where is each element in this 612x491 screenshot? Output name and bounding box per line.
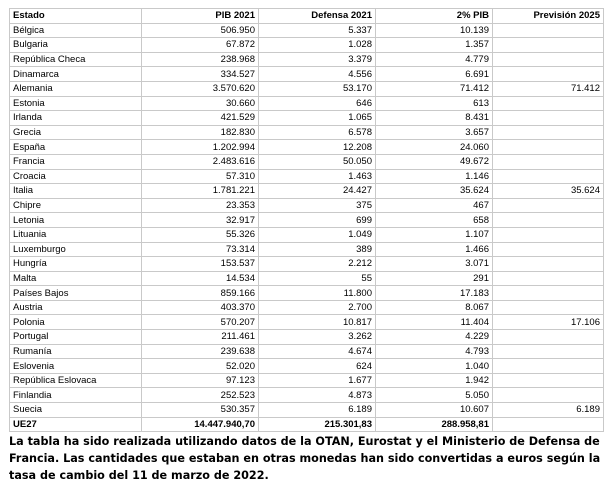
cell-estado: Suecia <box>10 403 142 418</box>
table-caption: La tabla ha sido realizada utilizando datos de la OTAN, Eurostat y el Ministerio de Defensa de Francia. Las cantidades que estaban en otras monedas han sido convertidas a euros según la tasa de cambio del 11 de marzo de 2022. <box>9 435 601 482</box>
cell-2-pib: 4.779 <box>376 52 493 67</box>
table-row <box>10 344 604 359</box>
cell-2-pib: 4.229 <box>376 330 493 345</box>
cell-2-pib: 658 <box>376 213 493 228</box>
cell-pib-2021: 506.950 <box>142 23 259 38</box>
cell-estado: Estonia <box>10 96 142 111</box>
cell-2-pib: 10.607 <box>376 403 493 418</box>
cell-prevision-2025 <box>493 96 604 111</box>
cell-2-pib: 291 <box>376 271 493 286</box>
table-row <box>10 315 604 330</box>
cell-defensa-2021: 6.189 <box>259 403 376 418</box>
cell-defensa-2021: 2.212 <box>259 257 376 272</box>
table-row <box>10 169 604 184</box>
cell-defensa-2021: 6.578 <box>259 125 376 140</box>
cell-2-pib: 467 <box>376 198 493 213</box>
table-row <box>10 388 604 403</box>
cell-2-pib: 71.412 <box>376 81 493 96</box>
total-cell-defensa-2021: 215.301,83 <box>259 417 376 432</box>
total-cell-prevision-2025 <box>493 417 604 432</box>
cell-2-pib: 49.672 <box>376 154 493 169</box>
cell-prevision-2025: 35.624 <box>493 184 604 199</box>
cell-2-pib: 1.040 <box>376 359 493 374</box>
cell-estado: Alemania <box>10 81 142 96</box>
cell-prevision-2025 <box>493 344 604 359</box>
table-row <box>10 140 604 155</box>
header-pib-2021: PIB 2021 <box>142 9 259 24</box>
header-estado: Estado <box>10 9 142 24</box>
cell-2-pib: 10.139 <box>376 23 493 38</box>
cell-prevision-2025 <box>493 67 604 82</box>
cell-pib-2021: 252.523 <box>142 388 259 403</box>
cell-prevision-2025 <box>493 198 604 213</box>
table-row <box>10 213 604 228</box>
cell-prevision-2025 <box>493 213 604 228</box>
cell-defensa-2021: 3.379 <box>259 52 376 67</box>
cell-pib-2021: 530.357 <box>142 403 259 418</box>
cell-2-pib: 6.691 <box>376 67 493 82</box>
table-row <box>10 67 604 82</box>
cell-defensa-2021: 699 <box>259 213 376 228</box>
header-2-pib: 2% PIB <box>376 9 493 24</box>
table-row <box>10 111 604 126</box>
table-row <box>10 96 604 111</box>
table-header-row <box>10 9 604 24</box>
cell-defensa-2021: 12.208 <box>259 140 376 155</box>
cell-defensa-2021: 10.817 <box>259 315 376 330</box>
cell-pib-2021: 182.830 <box>142 125 259 140</box>
cell-estado: Luxemburgo <box>10 242 142 257</box>
cell-pib-2021: 570.207 <box>142 315 259 330</box>
cell-2-pib: 11.404 <box>376 315 493 330</box>
cell-estado: España <box>10 140 142 155</box>
cell-defensa-2021: 375 <box>259 198 376 213</box>
cell-pib-2021: 239.638 <box>142 344 259 359</box>
cell-pib-2021: 421.529 <box>142 111 259 126</box>
table-row <box>10 330 604 345</box>
cell-prevision-2025 <box>493 286 604 301</box>
table-row <box>10 38 604 53</box>
cell-prevision-2025 <box>493 242 604 257</box>
table-total-row <box>10 417 604 432</box>
total-cell-2-pib: 288.958,81 <box>376 417 493 432</box>
cell-estado: Francia <box>10 154 142 169</box>
cell-pib-2021: 30.660 <box>142 96 259 111</box>
cell-pib-2021: 1.781.221 <box>142 184 259 199</box>
cell-pib-2021: 23.353 <box>142 198 259 213</box>
table-row <box>10 184 604 199</box>
cell-defensa-2021: 55 <box>259 271 376 286</box>
cell-prevision-2025 <box>493 271 604 286</box>
header-prevision-2025: Previsión 2025 <box>493 9 604 24</box>
cell-defensa-2021: 4.674 <box>259 344 376 359</box>
table-row <box>10 403 604 418</box>
cell-pib-2021: 238.968 <box>142 52 259 67</box>
cell-2-pib: 3.657 <box>376 125 493 140</box>
cell-pib-2021: 211.461 <box>142 330 259 345</box>
cell-prevision-2025 <box>493 23 604 38</box>
table-row <box>10 286 604 301</box>
cell-defensa-2021: 5.337 <box>259 23 376 38</box>
cell-2-pib: 1.357 <box>376 38 493 53</box>
cell-defensa-2021: 1.049 <box>259 227 376 242</box>
cell-prevision-2025 <box>493 227 604 242</box>
cell-2-pib: 1.107 <box>376 227 493 242</box>
cell-estado: Finlandia <box>10 388 142 403</box>
cell-estado: Bulgaria <box>10 38 142 53</box>
cell-pib-2021: 859.166 <box>142 286 259 301</box>
cell-2-pib: 1.466 <box>376 242 493 257</box>
cell-2-pib: 5.050 <box>376 388 493 403</box>
cell-prevision-2025: 6.189 <box>493 403 604 418</box>
cell-2-pib: 35.624 <box>376 184 493 199</box>
cell-estado: Dinamarca <box>10 67 142 82</box>
cell-defensa-2021: 50.050 <box>259 154 376 169</box>
table-row <box>10 154 604 169</box>
cell-pib-2021: 1.202.994 <box>142 140 259 155</box>
cell-defensa-2021: 4.556 <box>259 67 376 82</box>
cell-prevision-2025 <box>493 359 604 374</box>
cell-pib-2021: 32.917 <box>142 213 259 228</box>
cell-defensa-2021: 1.677 <box>259 373 376 388</box>
cell-estado: Malta <box>10 271 142 286</box>
cell-defensa-2021: 3.262 <box>259 330 376 345</box>
table-row <box>10 81 604 96</box>
cell-prevision-2025 <box>493 388 604 403</box>
table-row <box>10 125 604 140</box>
cell-estado: Irlanda <box>10 111 142 126</box>
cell-pib-2021: 73.314 <box>142 242 259 257</box>
cell-prevision-2025 <box>493 125 604 140</box>
cell-estado: Eslovenia <box>10 359 142 374</box>
cell-estado: Chipre <box>10 198 142 213</box>
cell-estado: Portugal <box>10 330 142 345</box>
cell-defensa-2021: 24.427 <box>259 184 376 199</box>
cell-pib-2021: 52.020 <box>142 359 259 374</box>
cell-defensa-2021: 2.700 <box>259 300 376 315</box>
cell-prevision-2025 <box>493 257 604 272</box>
cell-defensa-2021: 53.170 <box>259 81 376 96</box>
cell-estado: Lituania <box>10 227 142 242</box>
cell-pib-2021: 153.537 <box>142 257 259 272</box>
table-row <box>10 300 604 315</box>
table-row <box>10 198 604 213</box>
table-row <box>10 271 604 286</box>
cell-defensa-2021: 11.800 <box>259 286 376 301</box>
cell-estado: Croacia <box>10 169 142 184</box>
cell-prevision-2025 <box>493 373 604 388</box>
cell-prevision-2025 <box>493 169 604 184</box>
cell-2-pib: 4.793 <box>376 344 493 359</box>
cell-estado: Letonia <box>10 213 142 228</box>
cell-2-pib: 24.060 <box>376 140 493 155</box>
cell-estado: Grecia <box>10 125 142 140</box>
cell-pib-2021: 57.310 <box>142 169 259 184</box>
table-row <box>10 373 604 388</box>
header-defensa-2021: Defensa 2021 <box>259 9 376 24</box>
cell-pib-2021: 97.123 <box>142 373 259 388</box>
table-row <box>10 359 604 374</box>
cell-defensa-2021: 646 <box>259 96 376 111</box>
cell-estado: Italia <box>10 184 142 199</box>
total-cell-estado: UE27 <box>10 417 142 432</box>
cell-defensa-2021: 389 <box>259 242 376 257</box>
cell-pib-2021: 2.483.616 <box>142 154 259 169</box>
cell-2-pib: 1.146 <box>376 169 493 184</box>
cell-defensa-2021: 4.873 <box>259 388 376 403</box>
defense-spending-table <box>9 8 604 432</box>
cell-estado: República Eslovaca <box>10 373 142 388</box>
cell-prevision-2025 <box>493 154 604 169</box>
cell-pib-2021: 67.872 <box>142 38 259 53</box>
cell-2-pib: 3.071 <box>376 257 493 272</box>
table-row <box>10 257 604 272</box>
cell-defensa-2021: 1.463 <box>259 169 376 184</box>
cell-2-pib: 17.183 <box>376 286 493 301</box>
cell-prevision-2025 <box>493 330 604 345</box>
cell-prevision-2025 <box>493 140 604 155</box>
table-row <box>10 52 604 67</box>
cell-2-pib: 613 <box>376 96 493 111</box>
cell-estado: Países Bajos <box>10 286 142 301</box>
cell-2-pib: 8.067 <box>376 300 493 315</box>
cell-estado: Rumanía <box>10 344 142 359</box>
cell-pib-2021: 334.527 <box>142 67 259 82</box>
table-row <box>10 242 604 257</box>
cell-defensa-2021: 624 <box>259 359 376 374</box>
cell-pib-2021: 14.534 <box>142 271 259 286</box>
cell-estado: Bélgica <box>10 23 142 38</box>
cell-estado: Hungría <box>10 257 142 272</box>
cell-prevision-2025: 17.106 <box>493 315 604 330</box>
cell-2-pib: 1.942 <box>376 373 493 388</box>
cell-prevision-2025 <box>493 38 604 53</box>
total-cell-pib-2021: 14.447.940,70 <box>142 417 259 432</box>
cell-pib-2021: 3.570.620 <box>142 81 259 96</box>
cell-pib-2021: 55.326 <box>142 227 259 242</box>
cell-prevision-2025 <box>493 111 604 126</box>
cell-pib-2021: 403.370 <box>142 300 259 315</box>
cell-prevision-2025 <box>493 300 604 315</box>
cell-prevision-2025 <box>493 52 604 67</box>
cell-2-pib: 8.431 <box>376 111 493 126</box>
cell-defensa-2021: 1.028 <box>259 38 376 53</box>
cell-prevision-2025: 71.412 <box>493 81 604 96</box>
cell-estado: República Checa <box>10 52 142 67</box>
cell-estado: Polonia <box>10 315 142 330</box>
cell-defensa-2021: 1.065 <box>259 111 376 126</box>
table-row <box>10 227 604 242</box>
table-row <box>10 23 604 38</box>
cell-estado: Austria <box>10 300 142 315</box>
